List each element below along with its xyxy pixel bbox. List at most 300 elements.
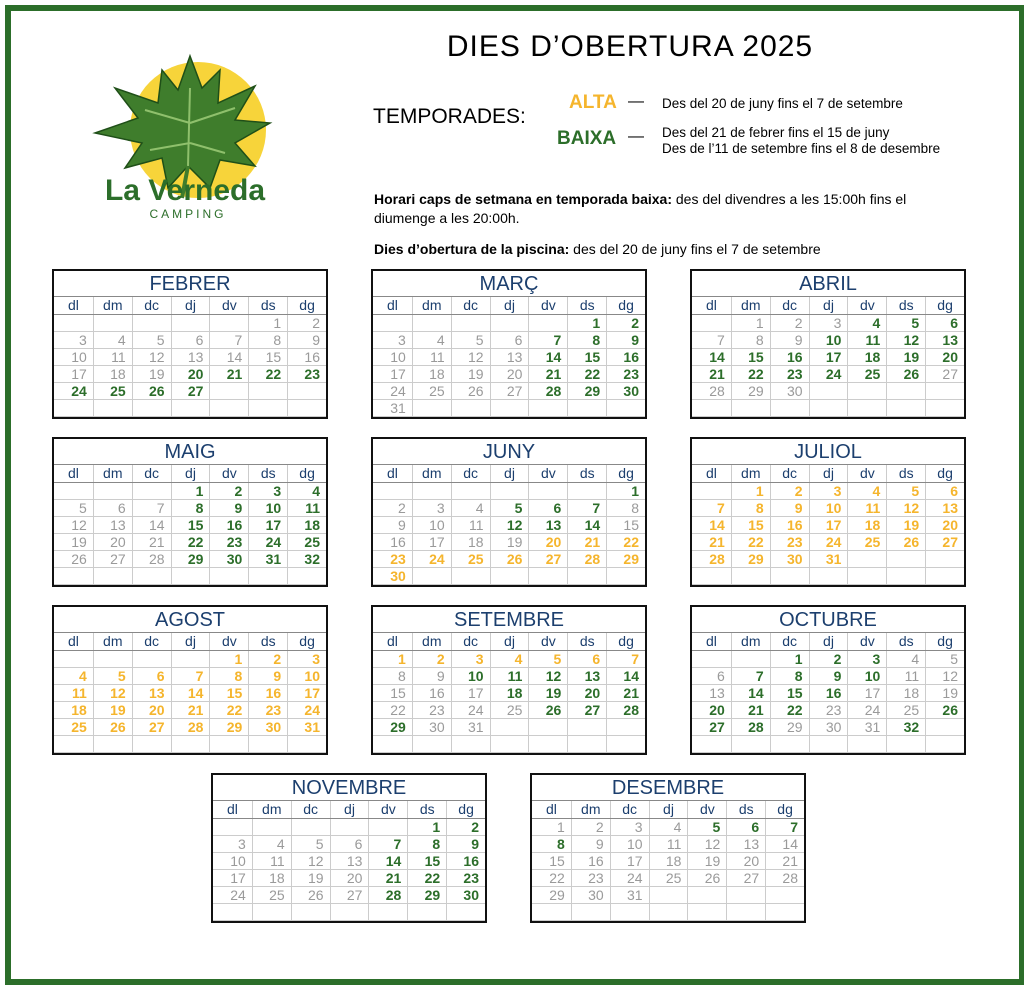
empty-cell xyxy=(610,904,649,921)
weekday-label: ds xyxy=(567,465,606,482)
day-cell: 15 xyxy=(770,685,809,702)
day-cell: 17 xyxy=(610,853,649,870)
day-cell: 30 xyxy=(373,568,412,585)
day-cell: 8 xyxy=(407,836,446,853)
weekday-label: dm xyxy=(252,801,291,818)
empty-cell xyxy=(132,315,171,332)
empty-cell xyxy=(209,400,248,417)
empty-cell xyxy=(606,719,645,736)
weekday-label: dj xyxy=(171,465,210,482)
day-cell: 1 xyxy=(770,651,809,668)
day-cell: 30 xyxy=(571,887,610,904)
day-cell: 8 xyxy=(532,836,571,853)
empty-cell xyxy=(886,568,925,585)
empty-cell xyxy=(490,736,529,753)
empty-cell xyxy=(847,551,886,568)
empty-cell xyxy=(692,651,731,668)
day-cell: 20 xyxy=(132,702,171,719)
empty-cell xyxy=(692,400,731,417)
day-cell: 9 xyxy=(412,668,451,685)
empty-cell xyxy=(765,904,804,921)
day-cell: 15 xyxy=(171,517,210,534)
day-cell: 23 xyxy=(606,366,645,383)
empty-cell xyxy=(373,736,412,753)
day-cell: 17 xyxy=(287,685,326,702)
day-cell: 18 xyxy=(649,853,688,870)
empty-cell xyxy=(571,904,610,921)
empty-cell xyxy=(412,483,451,500)
day-cell: 23 xyxy=(248,702,287,719)
day-cell: 30 xyxy=(248,719,287,736)
day-cell: 29 xyxy=(770,719,809,736)
day-cell: 4 xyxy=(451,500,490,517)
day-cell: 5 xyxy=(886,483,925,500)
day-cell: 12 xyxy=(886,500,925,517)
day-cell: 20 xyxy=(330,870,369,887)
day-cell: 25 xyxy=(54,719,93,736)
day-cell: 23 xyxy=(412,702,451,719)
empty-cell xyxy=(809,383,848,400)
weekday-label: dv xyxy=(209,465,248,482)
day-cell: 29 xyxy=(532,887,571,904)
day-cell: 7 xyxy=(528,332,567,349)
empty-cell xyxy=(368,819,407,836)
day-cell: 10 xyxy=(54,349,93,366)
day-cell: 22 xyxy=(606,534,645,551)
empty-cell xyxy=(490,719,529,736)
baixa-label: BAIXA xyxy=(557,128,617,149)
day-cell: 1 xyxy=(567,315,606,332)
empty-cell xyxy=(649,904,688,921)
day-cell: 17 xyxy=(213,870,252,887)
empty-cell xyxy=(132,400,171,417)
day-cell: 3 xyxy=(287,651,326,668)
day-cell: 10 xyxy=(412,517,451,534)
day-cell: 6 xyxy=(330,836,369,853)
day-cell: 26 xyxy=(451,383,490,400)
day-cell: 22 xyxy=(407,870,446,887)
month-title: FEBRER xyxy=(149,273,231,295)
empty-cell xyxy=(490,400,529,417)
day-cell: 28 xyxy=(567,551,606,568)
day-cell: 2 xyxy=(770,315,809,332)
day-cell: 23 xyxy=(446,870,485,887)
day-cell: 6 xyxy=(93,500,132,517)
day-cell: 21 xyxy=(731,702,770,719)
empty-cell xyxy=(330,819,369,836)
day-cell: 6 xyxy=(528,500,567,517)
day-cell: 12 xyxy=(132,349,171,366)
empty-cell xyxy=(209,383,248,400)
empty-cell xyxy=(809,568,848,585)
month-setembre xyxy=(371,605,647,755)
day-cell: 15 xyxy=(248,349,287,366)
weekday-label: dj xyxy=(809,633,848,650)
day-cell: 8 xyxy=(731,332,770,349)
day-cell: 7 xyxy=(692,332,731,349)
weekday-label: dl xyxy=(67,297,79,313)
day-cell: 14 xyxy=(765,836,804,853)
day-cell: 26 xyxy=(886,534,925,551)
day-cell: 27 xyxy=(925,366,964,383)
day-cell: 3 xyxy=(610,819,649,836)
day-cell: 17 xyxy=(373,366,412,383)
weekday-label: dv xyxy=(209,633,248,650)
weekday-label: dg xyxy=(925,465,964,482)
empty-cell xyxy=(132,651,171,668)
day-cell: 12 xyxy=(93,685,132,702)
empty-cell xyxy=(132,568,171,585)
day-cell: 21 xyxy=(692,366,731,383)
day-cell: 31 xyxy=(248,551,287,568)
weekday-header xyxy=(54,296,326,314)
month-març xyxy=(371,269,647,419)
day-cell: 13 xyxy=(692,685,731,702)
day-cell: 27 xyxy=(528,551,567,568)
pool-opening xyxy=(374,240,964,259)
weekday-label: dj xyxy=(330,801,369,818)
day-cell: 19 xyxy=(451,366,490,383)
weekday-label: dj xyxy=(171,633,210,650)
day-cell: 20 xyxy=(925,517,964,534)
day-cell: 16 xyxy=(287,349,326,366)
empty-cell xyxy=(847,400,886,417)
empty-cell xyxy=(446,904,485,921)
empty-cell xyxy=(291,819,330,836)
day-cell: 15 xyxy=(209,685,248,702)
weekday-label: dg xyxy=(765,801,804,818)
day-cell: 20 xyxy=(528,534,567,551)
day-cell: 25 xyxy=(847,534,886,551)
day-cell: 7 xyxy=(731,668,770,685)
day-cell: 2 xyxy=(412,651,451,668)
day-cell: 1 xyxy=(248,315,287,332)
day-cell: 27 xyxy=(692,719,731,736)
day-cell: 8 xyxy=(770,668,809,685)
weekday-header xyxy=(54,632,326,650)
day-cell: 17 xyxy=(248,517,287,534)
day-cell: 5 xyxy=(291,836,330,853)
empty-cell xyxy=(209,736,248,753)
day-cell: 18 xyxy=(412,366,451,383)
day-cell: 4 xyxy=(412,332,451,349)
weekday-label: dg xyxy=(606,297,645,314)
day-cell: 1 xyxy=(606,483,645,500)
day-cell: 12 xyxy=(886,332,925,349)
day-cell: 13 xyxy=(528,517,567,534)
day-cell: 24 xyxy=(213,887,252,904)
empty-cell xyxy=(490,483,529,500)
day-cell: 24 xyxy=(847,702,886,719)
empty-cell xyxy=(412,315,451,332)
day-cell: 25 xyxy=(451,551,490,568)
page-title: DIES D’OBERTURA 2025 xyxy=(446,30,814,63)
day-cell: 25 xyxy=(886,702,925,719)
day-cell: 13 xyxy=(925,500,964,517)
day-cell: 10 xyxy=(248,500,287,517)
la-verneda-logo xyxy=(70,48,300,228)
weekday-label: dl xyxy=(67,465,79,481)
day-cell: 9 xyxy=(373,517,412,534)
empty-cell xyxy=(528,719,567,736)
day-cell: 23 xyxy=(571,870,610,887)
weekend-schedule-label: Horari caps de setmana en temporada baixa: xyxy=(374,191,672,207)
day-cell: 21 xyxy=(606,685,645,702)
weekday-label: dg xyxy=(606,633,645,650)
weekday-label: dl xyxy=(705,297,717,313)
weekday-header xyxy=(692,632,964,650)
empty-cell xyxy=(809,736,848,753)
day-cell: 16 xyxy=(373,534,412,551)
empty-cell xyxy=(54,400,93,417)
empty-cell xyxy=(373,483,412,500)
empty-cell xyxy=(248,383,287,400)
day-grid xyxy=(373,482,645,585)
day-cell: 1 xyxy=(731,315,770,332)
day-cell: 6 xyxy=(726,819,765,836)
empty-cell xyxy=(287,736,326,753)
weekend-schedule xyxy=(374,190,964,228)
weekday-label: ds xyxy=(886,465,925,482)
empty-cell xyxy=(726,887,765,904)
day-cell: 29 xyxy=(731,551,770,568)
day-cell: 13 xyxy=(567,668,606,685)
empty-cell xyxy=(93,651,132,668)
day-cell: 14 xyxy=(692,349,731,366)
baixa-dash: — xyxy=(628,128,644,145)
pool-opening-label: Dies d’obertura de la piscina: xyxy=(374,241,570,257)
weekday-label: dj xyxy=(490,465,529,482)
day-cell: 13 xyxy=(726,836,765,853)
day-cell: 20 xyxy=(567,685,606,702)
weekday-header xyxy=(213,800,485,818)
weekday-label: dc xyxy=(770,297,809,314)
day-cell: 15 xyxy=(532,853,571,870)
weekday-label: dl xyxy=(386,465,398,481)
day-cell: 28 xyxy=(692,383,731,400)
day-cell: 15 xyxy=(731,517,770,534)
day-cell: 12 xyxy=(490,517,529,534)
empty-cell xyxy=(412,568,451,585)
day-cell: 22 xyxy=(731,534,770,551)
alta-desc: Des del 20 de juny fins el 7 de setembre xyxy=(662,96,903,111)
day-cell: 24 xyxy=(248,534,287,551)
day-cell: 11 xyxy=(54,685,93,702)
day-cell: 21 xyxy=(528,366,567,383)
day-cell: 7 xyxy=(606,651,645,668)
day-cell: 23 xyxy=(373,551,412,568)
day-cell: 5 xyxy=(528,651,567,668)
day-cell: 6 xyxy=(567,651,606,668)
month-maig xyxy=(52,437,328,587)
day-cell: 19 xyxy=(528,685,567,702)
weekend-schedule-text: des del divendres a les 15:00h fins el diumenge a les 20:00h. xyxy=(374,191,907,226)
day-grid xyxy=(692,650,964,753)
weekday-label: ds xyxy=(248,465,287,482)
day-cell: 3 xyxy=(809,315,848,332)
empty-cell xyxy=(649,887,688,904)
day-cell: 12 xyxy=(291,853,330,870)
day-grid xyxy=(373,314,645,417)
empty-cell xyxy=(54,483,93,500)
day-cell: 12 xyxy=(528,668,567,685)
weekday-label: dj xyxy=(490,297,529,314)
day-cell: 10 xyxy=(213,853,252,870)
day-cell: 7 xyxy=(132,500,171,517)
day-cell: 4 xyxy=(93,332,132,349)
weekday-label: dv xyxy=(847,465,886,482)
day-cell: 17 xyxy=(54,366,93,383)
month-title: AGOST xyxy=(154,609,225,631)
empty-cell xyxy=(731,736,770,753)
day-cell: 8 xyxy=(567,332,606,349)
day-cell: 20 xyxy=(692,702,731,719)
day-cell: 29 xyxy=(567,383,606,400)
day-cell: 19 xyxy=(687,853,726,870)
day-cell: 7 xyxy=(692,500,731,517)
day-cell: 31 xyxy=(451,719,490,736)
empty-cell xyxy=(925,719,964,736)
weekday-label: ds xyxy=(567,297,606,314)
day-cell: 5 xyxy=(925,651,964,668)
pool-opening-text: des del 20 de juny fins el 7 de setembre xyxy=(569,241,821,257)
empty-cell xyxy=(287,383,326,400)
weekday-label: dm xyxy=(412,297,451,314)
day-cell: 29 xyxy=(171,551,210,568)
day-cell: 23 xyxy=(209,534,248,551)
day-cell: 10 xyxy=(373,349,412,366)
day-grid xyxy=(692,314,964,417)
empty-cell xyxy=(692,736,731,753)
day-cell: 12 xyxy=(925,668,964,685)
day-cell: 17 xyxy=(809,349,848,366)
weekday-header xyxy=(373,296,645,314)
day-cell: 18 xyxy=(54,702,93,719)
day-cell: 31 xyxy=(847,719,886,736)
day-grid xyxy=(692,482,964,585)
weekday-label: dg xyxy=(446,801,485,818)
day-cell: 18 xyxy=(451,534,490,551)
empty-cell xyxy=(132,736,171,753)
logo-wordmark: La Verneda xyxy=(104,174,266,207)
empty-cell xyxy=(93,315,132,332)
empty-cell xyxy=(567,400,606,417)
weekday-label: dc xyxy=(451,297,490,314)
weekday-label: dm xyxy=(93,633,132,650)
empty-cell xyxy=(847,568,886,585)
day-cell: 24 xyxy=(373,383,412,400)
month-agost xyxy=(52,605,328,755)
empty-cell xyxy=(93,483,132,500)
month-abril xyxy=(690,269,966,419)
weekday-label: ds xyxy=(886,297,925,314)
day-cell: 25 xyxy=(412,383,451,400)
empty-cell xyxy=(93,568,132,585)
empty-cell xyxy=(248,736,287,753)
empty-cell xyxy=(368,904,407,921)
day-cell: 26 xyxy=(93,719,132,736)
day-cell: 1 xyxy=(373,651,412,668)
day-cell: 8 xyxy=(248,332,287,349)
empty-cell xyxy=(209,568,248,585)
day-cell: 12 xyxy=(451,349,490,366)
day-cell: 32 xyxy=(886,719,925,736)
empty-cell xyxy=(886,400,925,417)
day-cell: 16 xyxy=(446,853,485,870)
day-cell: 11 xyxy=(412,349,451,366)
empty-cell xyxy=(687,887,726,904)
day-cell: 14 xyxy=(368,853,407,870)
day-cell: 1 xyxy=(731,483,770,500)
empty-cell xyxy=(731,651,770,668)
day-cell: 13 xyxy=(93,517,132,534)
day-cell: 26 xyxy=(528,702,567,719)
day-cell: 20 xyxy=(726,853,765,870)
weekday-label: dm xyxy=(731,297,770,314)
day-cell: 5 xyxy=(54,500,93,517)
day-cell: 14 xyxy=(528,349,567,366)
empty-cell xyxy=(567,736,606,753)
empty-cell xyxy=(490,315,529,332)
day-cell: 24 xyxy=(809,366,848,383)
day-cell: 18 xyxy=(252,870,291,887)
empty-cell xyxy=(171,400,210,417)
weekday-label: dv xyxy=(847,633,886,650)
day-cell: 18 xyxy=(490,685,529,702)
day-cell: 5 xyxy=(886,315,925,332)
day-grid xyxy=(373,650,645,753)
empty-cell xyxy=(407,904,446,921)
day-cell: 5 xyxy=(93,668,132,685)
empty-cell xyxy=(567,568,606,585)
day-cell: 11 xyxy=(252,853,291,870)
day-cell: 14 xyxy=(171,685,210,702)
empty-cell xyxy=(770,400,809,417)
day-cell: 11 xyxy=(847,332,886,349)
day-cell: 9 xyxy=(571,836,610,853)
day-cell: 4 xyxy=(54,668,93,685)
day-cell: 1 xyxy=(407,819,446,836)
day-cell: 7 xyxy=(368,836,407,853)
day-cell: 11 xyxy=(93,349,132,366)
empty-cell xyxy=(490,568,529,585)
empty-cell xyxy=(412,736,451,753)
day-cell: 15 xyxy=(567,349,606,366)
day-cell: 3 xyxy=(847,651,886,668)
empty-cell xyxy=(412,400,451,417)
weekday-label: dj xyxy=(490,633,529,650)
day-cell: 4 xyxy=(287,483,326,500)
month-juliol xyxy=(690,437,966,587)
empty-cell xyxy=(925,736,964,753)
day-cell: 21 xyxy=(765,853,804,870)
empty-cell xyxy=(528,315,567,332)
day-cell: 21 xyxy=(132,534,171,551)
day-cell: 20 xyxy=(93,534,132,551)
weekday-label: dl xyxy=(226,801,238,817)
weekday-label: dv xyxy=(847,297,886,314)
empty-cell xyxy=(451,315,490,332)
empty-cell xyxy=(886,736,925,753)
day-cell: 28 xyxy=(171,719,210,736)
weekday-label: dj xyxy=(649,801,688,818)
day-cell: 20 xyxy=(490,366,529,383)
day-cell: 13 xyxy=(490,349,529,366)
empty-cell xyxy=(925,551,964,568)
day-cell: 26 xyxy=(54,551,93,568)
empty-cell xyxy=(248,400,287,417)
day-cell: 14 xyxy=(731,685,770,702)
